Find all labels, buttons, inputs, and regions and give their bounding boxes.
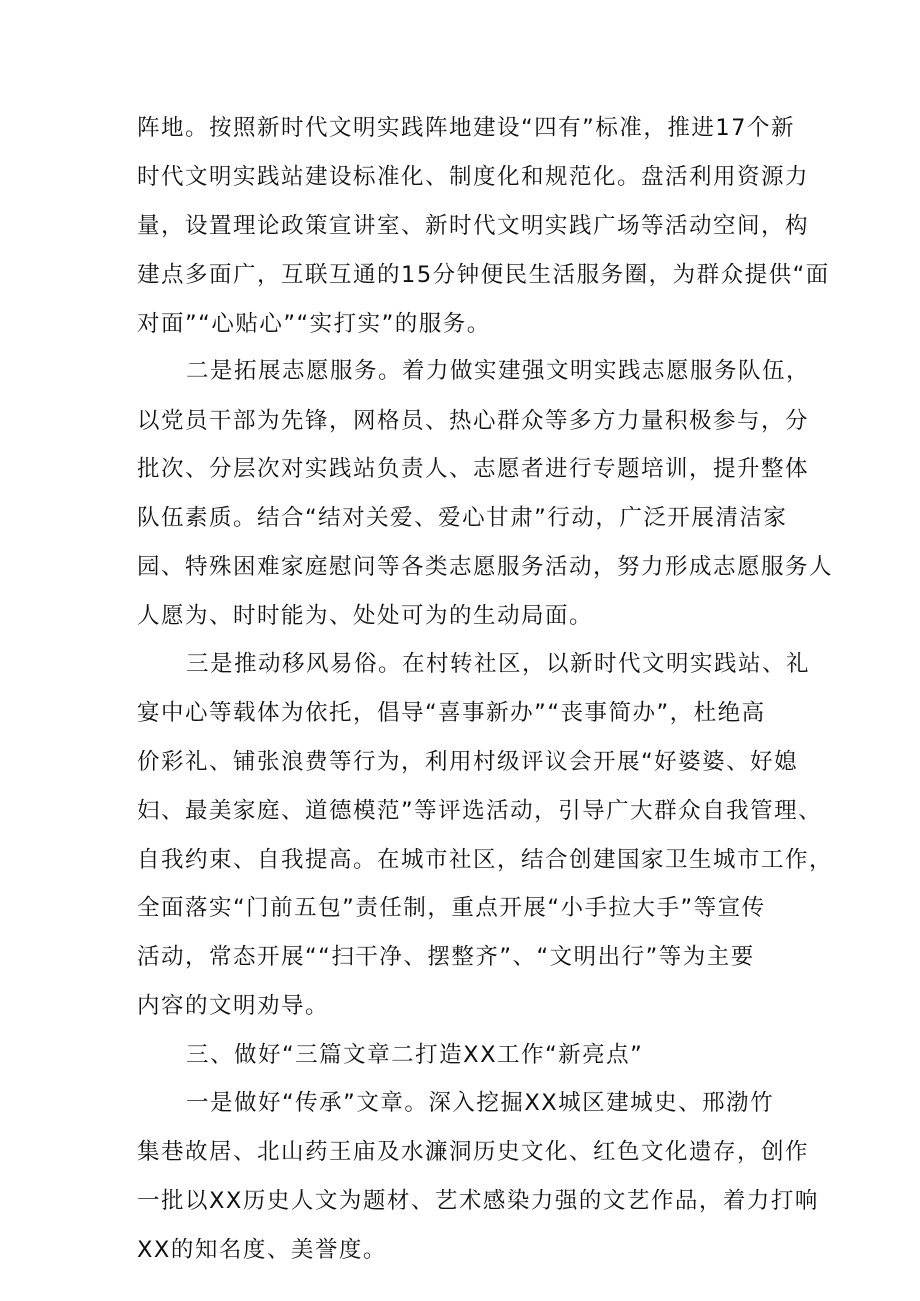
text-line: 一是做好“传承”文章。深入挖掘XX城区建城史、邢渤竹 — [186, 1090, 775, 1116]
text-line: 价彩礼、铺张浪费等行为，利用村级评议会开展“好婆婆、好媳 — [137, 749, 799, 775]
text-line: 建点多面广，互联互通的15分钟便民生活服务圈，为群众提供“面 — [137, 262, 830, 288]
text-line: 妇、最美家庭、道德模范”等评选活动，引导广大群众自我管理、 — [137, 798, 823, 824]
text-line: 集巷故居、北山药王庙及水濂洞历史文化、红色文化遗存，创作 — [137, 1139, 810, 1165]
text-line: 以党员干部为先锋，网格员、热心群众等多方力量积极参与，分 — [137, 408, 810, 434]
text-line: 宴中心等载体为依托，倡导“喜事新办”“丧事简办”，杜绝高 — [137, 700, 766, 726]
section-heading: 三、做好“三篇文章二打造XX工作“新亮点” — [186, 1042, 644, 1068]
text-line: 活动，常态开展““扫干净、摆整齐”、“文明出行”等为主要 — [137, 944, 755, 970]
text-line: 时代文明实践站建设标准化、制度化和规范化。盘活利用资源力 — [137, 164, 810, 190]
text-line: 人愿为、时时能为、处处可为的生动局面。 — [137, 603, 594, 629]
text-line: XX的知名度、美誉度。 — [137, 1237, 387, 1263]
text-line: 批次、分层次对实践站负责人、志愿者进行专题培训，提升整体 — [137, 456, 810, 482]
text-line: 全面落实“门前五包”责任制，重点开展“小手拉大手”等宣传 — [137, 895, 766, 921]
text-line: 三是推动移风易俗。在村转社区，以新时代文明实践站、礼 — [186, 651, 811, 677]
text-line: 对面”“心贴心”“实打实”的服务。 — [137, 311, 491, 337]
text-line: 内容的文明劝导。 — [137, 993, 330, 1019]
text-line: 队伍素质。结合“结对关爱、爱心甘肃”行动，广泛开展清洁家 — [137, 505, 788, 531]
text-line: 量，设置理论政策宣讲室、新时代文明实践广场等活动空间，构 — [137, 213, 810, 239]
text-line: 自我约束、自我提高。在城市社区，结合创建国家卫生城市工作， — [137, 847, 834, 873]
text-line: 园、特殊困难家庭慰问等各类志愿服务活动，努力形成志愿服务人 — [137, 554, 834, 580]
text-line: 一批以XX历史人文为题材、艺术感染力强的文艺作品，着力打响 — [137, 1188, 819, 1214]
text-line: 二是拓展志愿服务。着力做实建强文明实践志愿服务队伍， — [186, 358, 811, 384]
text-line: 阵地。按照新时代文明实践阵地建设“四有”标准，推进17个新 — [137, 115, 795, 141]
